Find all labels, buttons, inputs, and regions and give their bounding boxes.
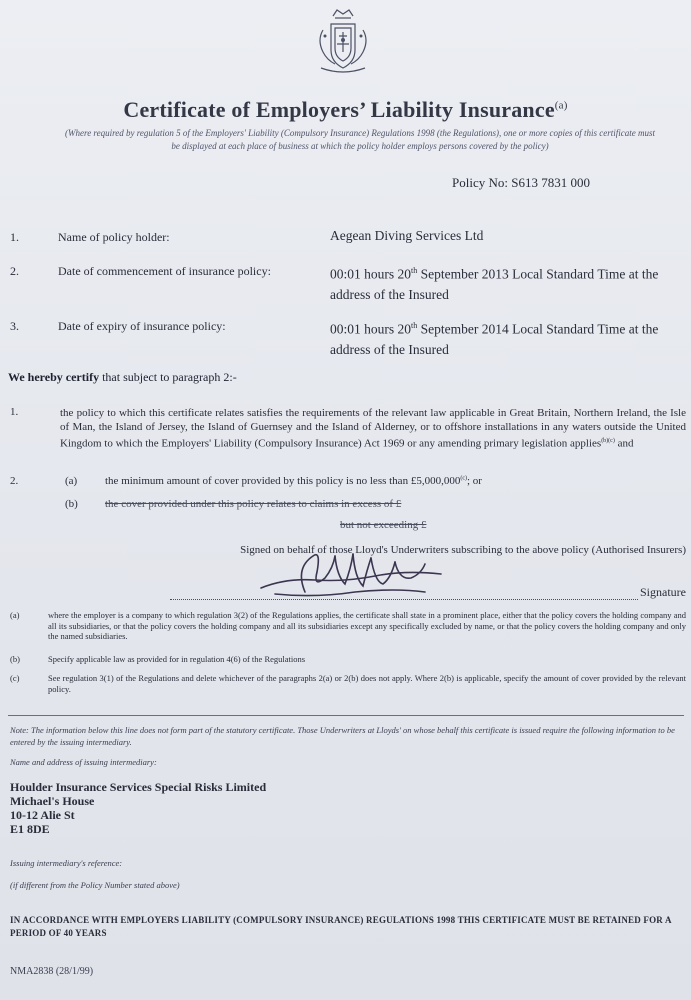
policy-holder-label: Name of policy holder: <box>58 230 170 244</box>
intermediary-address <box>10 780 266 836</box>
policy-number: Policy No: S613 7831 000 <box>452 175 590 190</box>
paragraph-number: 1. <box>10 406 19 418</box>
reference-note: (if different from the Policy Number stated above) <box>10 880 180 890</box>
signature-label: Signature <box>640 585 686 599</box>
paragraph-number: 2. <box>10 475 19 487</box>
footnote-c: See regulation 3(1) of the Regulations and delete whichever of the paragraphs 2(a) or 2(b) does not apply. Where 2(b) is applicable, specify the amount of cover provided by the relevant policy. <box>48 673 686 694</box>
address-line: 10-12 Alie St <box>10 808 75 822</box>
certify-statement: We hereby certify that subject to paragraph 2:- <box>8 370 237 384</box>
paragraph-2b-mark: (b) <box>65 498 78 510</box>
retention-notice: IN ACCORDANCE WITH EMPLOYERS LIABILITY (COMPULSORY INSURANCE) REGULATIONS 1998 THIS CERTIFICATE MUST BE RETAINED FOR A PERIOD OF 40 YEARS <box>10 915 672 938</box>
signature-line <box>170 585 686 600</box>
footnote-b: Specify applicable law as provided for in regulation 4(6) of the Regulations <box>48 654 306 664</box>
footnote-mark: (a) <box>10 610 20 620</box>
row-number: 3. <box>10 319 19 333</box>
footnote-mark: (c) <box>10 673 20 683</box>
divider <box>8 715 684 716</box>
expiry-date-label: Date of expiry of insurance policy: <box>58 319 226 333</box>
display-requirement-note: (Where required by regulation 5 of the Employers' Liability (Compulsory Insurance) Regulations 1998 (the Regulations), one or more copies of this certificate must be displayed at each place of business at which the policy holder employs persons covered by the policy) <box>65 128 655 151</box>
policy-holder-value: Aegean Diving Services Ltd <box>330 228 484 243</box>
address-line: Houlder Insurance Services Special Risks Limited <box>10 780 267 794</box>
paragraph-2b-continuation: but not exceeding £ <box>340 519 427 531</box>
lloyds-crest-icon <box>313 6 373 78</box>
address-line: E1 8DE <box>10 822 50 836</box>
paragraph-2b-text: the cover provided under this policy relates to claims in excess of £ <box>105 498 402 510</box>
paragraph-2a-text: the minimum amount of cover provided by this policy is no less than £5,000,000$^{(c)}$; or <box>105 475 482 487</box>
address-line: Michael's House <box>10 794 95 808</box>
row-number: 1. <box>10 230 19 244</box>
reference-label: Issuing intermediary's reference: <box>10 858 123 868</box>
form-code: NMA2838 (28/1/99) <box>10 966 94 977</box>
intermediary-note: Note: The information below this line does not form part of the statutory certificate. Those Underwriters at Lloyds' on whose behalf this certificate is issued require the following information to be entered by the issuing intermediary. <box>10 725 675 747</box>
certificate-title: Certificate of Employers’ Liability Insurance$^{(a)}$ <box>123 97 568 122</box>
signed-on-behalf: Signed on behalf of those Lloyd's Underwriters subscribing to the above policy (Authorised Insurers) <box>240 544 686 556</box>
footnote-mark: (b) <box>10 654 20 664</box>
commencement-date-value: 00:01 hours 20th September 2013 Local Standard Time at the address of the Insured <box>330 266 659 302</box>
footnote-a: where the employer is a company to which regulation 3(2) of the Regulations applies, the certificate shall state in a prominent place, either that the policy covers the holding company and all its subsidiaries, or that the policy covers the holding company and all its subsidiaries except any specifically excluded by name, or that the policy covers the holding company and only the named subsidiaries. <box>48 610 686 641</box>
commencement-date-label: Date of commencement of insurance policy: <box>58 264 271 278</box>
paragraph-2a-mark: (a) <box>65 475 78 487</box>
expiry-date-value: 00:01 hours 20th September 2014 Local Standard Time at the address of the Insured <box>330 321 659 357</box>
paragraph-1-text: the policy to which this certificate relates satisfies the requirements of the relevant law applicable in Great Britain, Northern Ireland, the Isle of Man, the Island of Jersey, the Island of Guernsey and the Island of Alderney, or to offshore installations in any waters outside the United Kingdom to which the Employers' Liability (Compulsory Insurance) Act 1969 or any amending primary legislation applies$^{(b)(c)}$ and <box>60 407 686 450</box>
intermediary-label: Name and address of issuing intermediary: <box>10 757 157 767</box>
row-number: 2. <box>10 264 19 278</box>
